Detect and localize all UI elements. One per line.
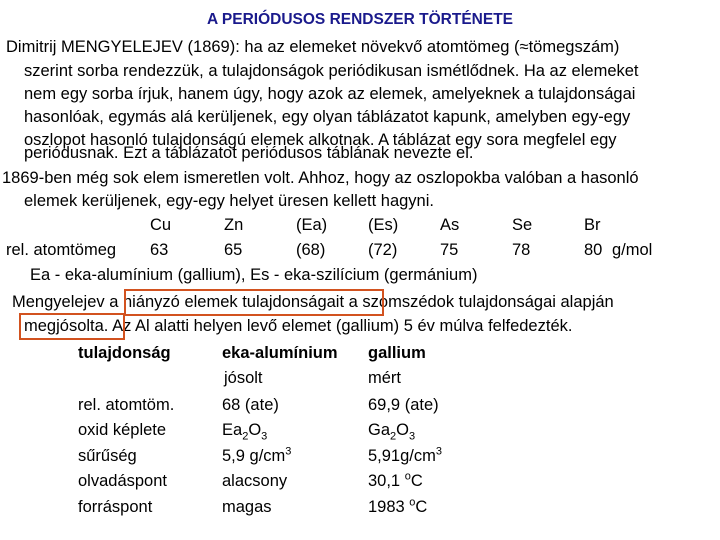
comparison-subheader-predicted: jósolt — [224, 369, 263, 387]
paragraph1-line-3: nem egy sorba írjuk, hanem úgy, hogy azok az elemek, amelyeknek a tulajdonságai — [24, 85, 636, 103]
element-symbol: Br — [584, 216, 601, 234]
comparison-subheader-measured: mért — [368, 369, 401, 387]
atomic-mass-unit: g/mol — [612, 241, 653, 259]
predicted-value: magas — [222, 498, 272, 516]
measured-value: $Ga_2O_3$ — [368, 421, 416, 443]
comparison-header-property: tulajdonság — [78, 344, 171, 362]
page-title: A PERIÓDUSOS RENDSZER TÖRTÉNETE — [206, 11, 513, 28]
property-label: sűrűség — [78, 447, 137, 465]
paragraph1-line-5: oszlopot hasonló tulajdonságú elemek alkotnak. A táblázat egy sora megfelel egy — [24, 131, 617, 149]
property-label: olvadáspont — [78, 472, 167, 490]
measured-value: 69,9 (ate) — [368, 396, 439, 414]
predicted-value: 5,9 $g/cm^3$ — [222, 445, 292, 465]
atomic-mass-value: 63 — [150, 241, 169, 259]
highlighted-predicted: megjósolta. — [24, 317, 109, 335]
element-symbol: (Ea) — [296, 216, 328, 234]
paragraph1-line-1: Dimitrij MENGYELEJEV (1869): ha az elemeket növekvő atomtömeg (≈tömegszám) — [6, 38, 620, 56]
paragraph1-line-2: szerint sorba rendezzük, a tulajdonságok periódikusan ismétlődnek. Ha az elemeket — [24, 62, 639, 80]
measured-value: $5,91g/cm^3$ — [368, 445, 442, 465]
paragraph2-line-1: 1869-ben még sok elem ismeretlen volt. Ahhoz, hogy az oszlopokba valóban a hasonló — [2, 169, 639, 187]
paragraph1-line-6: periódusnak. Ezt a táblázatot periódusos táblának nevezte el. — [24, 144, 474, 162]
atomic-mass-value: 75 — [440, 241, 459, 259]
atomic-mass-row-label: rel. atomtömeg — [6, 241, 117, 259]
predicted-value: $Ea_2O_3$ — [222, 421, 268, 443]
atomic-mass-value: (72) — [368, 241, 398, 259]
property-label: rel. atomtöm. — [78, 396, 175, 414]
element-symbol: Cu — [150, 216, 172, 234]
measured-value: 30,1 $^o$C — [368, 470, 423, 490]
measured-value: 1983 $^o$C — [368, 496, 428, 516]
predicted-value: alacsony — [222, 472, 288, 490]
predicted-value: 68 (ate) — [222, 396, 279, 414]
atomic-mass-value: 78 — [512, 241, 531, 259]
property-label: forráspont — [78, 498, 153, 516]
eka-definitions: Ea - eka-alumínium (gallium), Es - eka-szilícium (germánium) — [30, 266, 478, 284]
prediction-text: Az Al alatti helyen levő elemet (gallium) 5 év múlva felfedezték. — [108, 317, 573, 335]
prediction-text: Mengyelejev a — [12, 293, 123, 311]
element-symbol: As — [440, 216, 460, 234]
atomic-mass-value: 80 — [584, 241, 603, 259]
highlight-box — [19, 313, 125, 340]
prediction-text: a szomszédok tulajdonságai alapján — [344, 293, 614, 311]
atomic-mass-value: 65 — [224, 241, 243, 259]
element-symbol: Zn — [224, 216, 244, 234]
comparison-header-eka-aluminium: eka-alumínium — [222, 344, 338, 362]
element-symbol: (Es) — [368, 216, 399, 234]
comparison-header-gallium: gallium — [368, 344, 426, 362]
property-label: oxid képlete — [78, 421, 167, 439]
paragraph2-line-2: elemek kerüljenek, egy-egy helyet üresen kellett hagyni. — [24, 192, 434, 210]
highlight-box — [124, 289, 384, 316]
atomic-mass-value: (68) — [296, 241, 326, 259]
paragraph1-line-4: hasonlóak, egymás alá kerüljenek, egy olyan táblázatot kapunk, amelyben egy-egy — [24, 108, 631, 126]
highlighted-missing-properties: hiányzó elemek tulajdonságait — [122, 293, 345, 311]
element-symbol: Se — [512, 216, 533, 234]
